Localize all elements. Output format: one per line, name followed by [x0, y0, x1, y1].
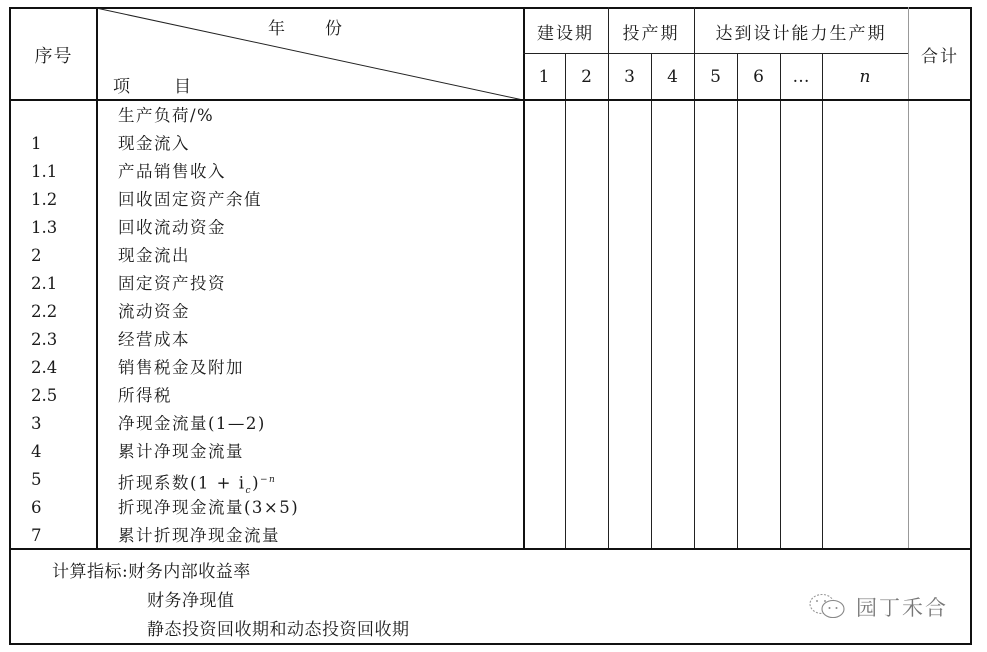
divider-col	[822, 53, 823, 549]
row-item: 累计折现净现金流量	[118, 526, 280, 545]
header-year-6: 6	[753, 67, 764, 87]
row-item: 累计净现金流量	[118, 442, 244, 461]
header-year-4: 4	[667, 67, 678, 87]
row-number: 7	[31, 526, 42, 545]
row-number: 2.1	[31, 274, 58, 293]
header-group-construction: 建设期	[537, 23, 594, 44]
row-item: 固定资产投资	[118, 274, 226, 293]
header-group-full-capacity: 达到设计能力生产期	[715, 23, 887, 44]
row-item: 生产负荷/%	[118, 106, 215, 125]
footer-indicator-irr: 计算指标:财务内部收益率	[52, 562, 251, 582]
divider-seq	[96, 7, 98, 549]
row-item: 折现净现金流量(3×5)	[118, 498, 300, 517]
row-number: 1.2	[31, 190, 58, 209]
discount-rate-subscript: c	[245, 485, 253, 496]
row-number: 2.2	[31, 302, 58, 321]
row-number: 2.3	[31, 330, 58, 349]
header-group-commissioning: 投产期	[622, 23, 680, 44]
row-number: 2.4	[31, 358, 58, 377]
header-year: 年份	[268, 19, 382, 39]
row-item: 产品销售收入	[118, 162, 226, 181]
row-number: 5	[31, 470, 42, 489]
discount-factor-base: 折现系数(1 + i	[118, 473, 246, 493]
header-year-2: 2	[581, 67, 592, 87]
row-item: 净现金流量(1—2)	[118, 414, 266, 433]
watermark	[808, 592, 948, 622]
divider-col	[651, 53, 652, 549]
row-number: 6	[31, 498, 42, 517]
row-number: 2.5	[31, 386, 58, 405]
row-item: 所得税	[118, 386, 172, 405]
header-year-5: 5	[710, 67, 721, 87]
footer-indicator-payback: 静态投资回收期和动态投资回收期	[147, 620, 410, 640]
row-item: 流动资金	[118, 302, 190, 321]
header-seq-number: 序号	[34, 45, 73, 67]
watermark-text: 园丁禾合	[856, 596, 948, 620]
row-number: 3	[31, 414, 42, 433]
row-number: 1.1	[31, 162, 58, 181]
discount-exponent: −n	[260, 475, 277, 485]
divider-col	[565, 53, 566, 549]
row-item: 经营成本	[118, 330, 190, 349]
row-item: 回收流动资金	[118, 218, 226, 237]
divider-col	[737, 53, 738, 549]
row-item: 现金流出	[118, 246, 190, 265]
header-total: 合计	[921, 47, 959, 67]
header-year-n: n	[859, 67, 871, 87]
header-item: 项目	[113, 77, 235, 97]
header-year-3: 3	[624, 67, 635, 87]
header-year-1: 1	[538, 67, 550, 87]
row-number: 2	[31, 246, 42, 265]
row-item: 销售税金及附加	[118, 358, 244, 377]
header-year-ellipsis: …	[792, 67, 810, 87]
wechat-icon	[808, 592, 848, 622]
row-item: 回收固定资产余值	[118, 190, 262, 209]
footer-indicator-npv: 财务净现值	[147, 591, 235, 611]
row-item: 现金流入	[118, 134, 190, 153]
row-number: 1.3	[31, 218, 58, 237]
discount-factor-close: )	[252, 473, 261, 493]
divider-col	[780, 53, 781, 549]
row-number: 1	[31, 134, 42, 153]
row-number: 4	[31, 442, 42, 461]
